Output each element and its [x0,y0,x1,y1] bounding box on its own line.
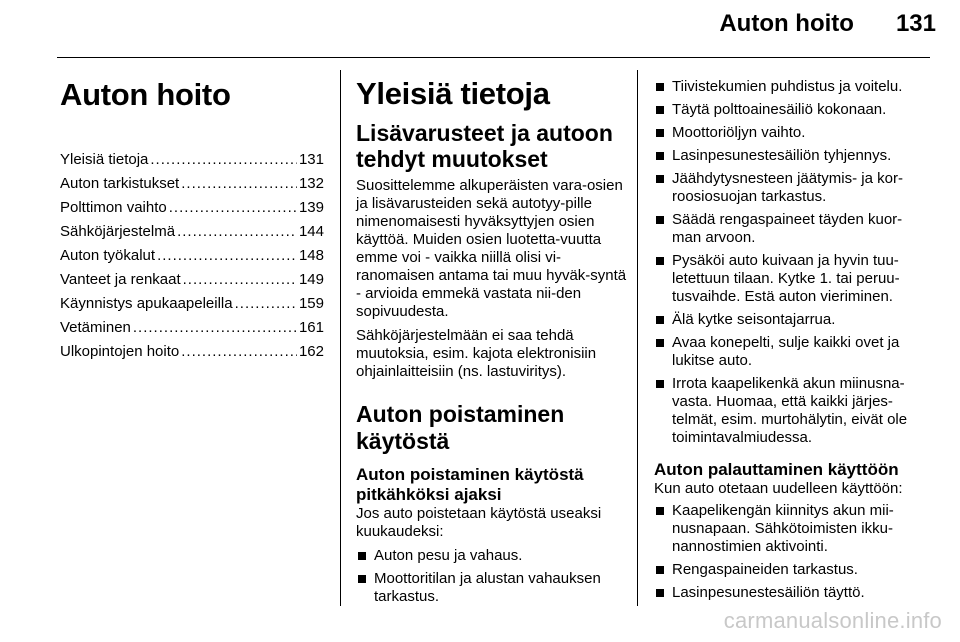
bullet-list [356,547,628,606]
toc-entry-page: 131 [298,151,324,168]
toc-entry[interactable] [60,295,324,313]
list-item [654,124,926,142]
list-item-text: Kaapelikengän kiinnitys akun mii-nusnapaan. Sähkötoimisten ikku-nannostimien aktivointi. [672,502,894,555]
list-item-text: Avaa konepelti, sulje kaikki ovet ja lukitse auto. [672,334,900,369]
bullet-list [654,78,926,447]
toc-leader [169,199,297,217]
toc-entry-title: Auton tarkistukset [60,175,180,192]
list-item-text: Rengaspaineiden tarkastus. [672,561,858,578]
toc-entry-title: Yleisiä tietoja [60,151,149,168]
list-item-text: Moottoriöljyn vaihto. [672,124,806,141]
list-item-text: Irrota kaapelikenkä akun miinusna-vasta. Huomaa, että kaikki järjes-telmät, esim. murtohälytin, eivät ole toimintavalmiudessa. [672,375,908,446]
square-bullet-icon [656,380,664,388]
list-item-text: Jäähdytysnesteen jäätymis- ja kor-roosiosuojan tarkastus. [672,170,903,205]
toc-entry-title: Vanteet ja renkaat [60,271,181,288]
toc-entry-title: Vetäminen [60,319,131,336]
header-title: Auton hoito [719,10,854,37]
list-item-text: Pysäköi auto kuivaan ja hyvin tuu-letettuun tilaan. Kytke 1. tai peruu-tusvaihde. Estä auton vieriminen. [672,252,900,305]
square-bullet-icon [656,339,664,347]
toc-leader [235,295,297,313]
square-bullet-icon [358,552,366,560]
toc-leader [150,151,297,169]
square-bullet-icon [656,152,664,160]
subsection-title: Auton poistaminen käytöstä [356,401,565,454]
watermark: carmanualsonline.info [723,608,942,633]
toc-entry-page: 149 [298,271,324,288]
list-item-text: Auton pesu ja vahaus. [374,547,523,564]
square-bullet-icon [656,316,664,324]
list-item [356,547,628,565]
list-item [654,561,926,579]
list-item [654,101,926,119]
right-column [654,78,926,607]
toc-entry[interactable] [60,175,324,193]
toc-leader [181,175,297,193]
list-item [654,375,926,447]
toc-leader [181,343,297,361]
square-bullet-icon [656,129,664,137]
list-item [654,334,926,370]
toc-entry-page: 139 [298,199,324,216]
list-item [654,170,926,206]
list-item [654,211,926,247]
toc-entry-title: Käynnistys apukaapeleilla [60,295,233,312]
list-item [654,78,926,96]
toc-entry[interactable] [60,343,324,361]
square-bullet-icon [358,575,366,583]
square-bullet-icon [656,83,664,91]
toc-entry[interactable] [60,199,324,217]
list-item-text: Moottoritilan ja alustan vahauksen tarkastus. [374,570,601,605]
toc-entry-page: 161 [298,319,324,336]
list-item-text: Lasinpesunestesäiliön täyttö. [672,584,865,601]
running-header [0,10,936,38]
square-bullet-icon [656,106,664,114]
toc-entry[interactable] [60,271,324,289]
body-paragraph: Suosittelemme alkuperäisten vara-osien ja lisävarusteiden sekä autotyy-pille nimenomaisesti hyväksyttyjen osien käyttöä. Muiden osien luotetta-vuutta emme voi - vaikka niillä olisi vi-ranomaisen antama tai muu hyväk-syntä - arvioida emmekä vastata nii-den sopivuudesta. [356,177,627,320]
toc-leader [177,223,297,241]
square-bullet-icon [656,175,664,183]
square-bullet-icon [656,507,664,515]
toc-entry-page: 144 [298,223,324,240]
square-bullet-icon [656,216,664,224]
sub-subsection-title: Auton palauttaminen käyttöön [654,460,899,479]
toc-entry-page: 159 [298,295,324,312]
column-divider-left [340,70,341,606]
chapter-title: Auton hoito [60,77,231,112]
list-item [654,502,926,556]
list-item [356,570,628,606]
toc-entry-page: 132 [298,175,324,192]
body-paragraph: Jos auto poistetaan käytöstä useaksi kuukaudeksi: [356,505,602,540]
toc-entry-page: 162 [298,343,324,360]
toc-entry[interactable] [60,223,324,241]
toc-entry[interactable] [60,247,324,265]
toc-entry[interactable] [60,151,324,169]
subsection-title: Lisävarusteet ja autoon tehdyt muutokset [356,120,613,172]
list-item-text: Tiivistekumien puhdistus ja voitelu. [672,78,903,95]
middle-column [356,76,628,611]
square-bullet-icon [656,566,664,574]
square-bullet-icon [656,257,664,265]
header-rule [57,57,930,58]
list-item-text: Älä kytke seisontajarrua. [672,311,836,328]
toc-entry-title: Sähköjärjestelmä [60,223,176,240]
toc-leader [183,271,297,289]
square-bullet-icon [656,589,664,597]
toc-leader [133,319,297,337]
list-item [654,584,926,602]
toc-entry-title: Ulkopintojen hoito [60,343,180,360]
list-item [654,252,926,306]
list-item [654,147,926,165]
column-divider-right [637,70,638,606]
list-item-text: Säädä rengaspaineet täyden kuor-man arvoon. [672,211,903,246]
section-title: Yleisiä tietoja [356,76,550,111]
body-paragraph: Kun auto otetaan uudelleen käyttöön: [654,480,903,497]
body-paragraph: Sähköjärjestelmään ei saa tehdä muutoksia, esim. kajota elektronisiin ohjainlaitteisiin (ns. lastuviritys). [356,327,597,380]
page-number: 131 [895,10,936,37]
list-item-text: Lasinpesunestesäiliön tyhjennys. [672,147,892,164]
list-item [654,311,926,329]
toc-entry-title: Auton työkalut [60,247,156,264]
list-item-text: Täytä polttoainesäiliö kokonaan. [672,101,887,118]
left-column [60,77,324,367]
toc-entry-page: 148 [298,247,324,264]
table-of-contents [60,151,324,361]
toc-entry[interactable] [60,319,324,337]
toc-entry-title: Polttimon vaihto [60,199,167,216]
sub-subsection-title: Auton poistaminen käytöstä pitkähköksi ajaksi [356,465,584,504]
bullet-list [654,502,926,602]
toc-leader [157,247,297,265]
